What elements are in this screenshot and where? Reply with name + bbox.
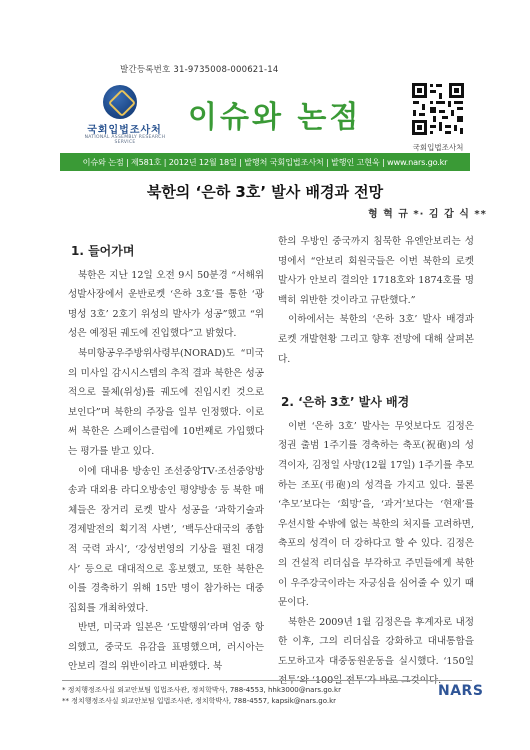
authors: 형 혁 규 *· 김 갑 식 ** (368, 209, 487, 220)
paragraph: 이하에서는 북한의 ‘은하 3호’ 발사 배경과 로켓 개발현황 그리고 향후 전망에 대해 살펴본다. (278, 314, 474, 365)
nars-logo (75, 85, 170, 145)
section-heading-intro: 1. 들어가며 (71, 244, 135, 258)
paragraph: 이에 대내용 방송인 조선중앙TV·조선중앙방송과 대외용 라디오방송인 평양방송 등 북한 매체들은 장거리 로켓 발사 성공을 ‘과학기술과 경제발전의 획기적 사변’, ‘백두산대국의 종합적 국력 과시’, ‘강성번영의 기상을 펼친 대경사’ 등으로 대대적으로 홍보했고, 또한 북한은 이를 경축하기 위해 15만 명이 참가하는 대중집회를 개최하였다. (68, 465, 264, 614)
publication-info-bar: 이슈와 논점 | 제581호 | 2012년 12월 18일 | 발행처 국회입법조사처 | 발행인 고현욱 | www.nars.go.kr (60, 153, 470, 171)
paragraph: 북한은 2009년 1월 김정은을 후계자로 내정한 이후, 그의 리더십을 강화하고 대내통합을 도모하고자 대중동원운동을 실시했다. ‘150일 전투’와 ‘100일 전투’가 바로 그것이다. (278, 616, 474, 687)
document-title: 북한의 ‘은하 3호’ 발사 배경과 전망 (146, 183, 384, 201)
paragraph: 북한은 지난 12일 오전 9시 50분경 “서해위성발사장에서 운반로켓 ‘은하 3호’를 통한 ‘광명성 3호’ 2호기 위성의 발사가 성공”했고 “위성은 예정된 궤도에 진입했다”고 밝혔다. (68, 269, 264, 340)
right-column (278, 232, 474, 691)
emblem-icon (103, 85, 137, 119)
logo-text: 국회입법조사처 (87, 125, 162, 136)
qr-caption: 국회입법조사처 (412, 143, 464, 152)
paragraph: 한의 우방인 중국까지 침묵한 유엔안보리는 성명에서 “안보리 회원국들은 이번 북한의 로켓 발사가 안보리 결의안 1718호와 1874호를 명백히 위반한 것이라고 규탄했다.” (278, 236, 474, 306)
footnote-2: ** 정치행정조사실 외교안보팀 입법조사관, 정치학박사, 788-4557, kapsik@nars.go.kr (62, 697, 337, 705)
registration-number: 발간등록번호 31-9735008-000621-14 (120, 65, 279, 75)
section-heading-background: 2. ‘은하 3호’ 발사 배경 (281, 395, 410, 410)
paragraph: 북미항공우주방위사령부(NORAD)도 “미국의 미사일 감시시스템의 추적 결과 북한은 성공적으로 물체(위성)를 궤도에 진입시킨 것으로 보인다”며 북한의 주장을 일부 인정했다. 이로써 북한은 스페이스클럽에 10번째로 가입했다는 평가를 받고 있다. (68, 347, 264, 457)
qr-code-icon (410, 81, 466, 137)
footnote-divider (62, 680, 472, 681)
paragraph: 반면, 미국과 일본은 ‘도발행위’라며 엄중 항의했고, 중국도 유감을 표명했으며, 러시아는 안보리 결의 위반이라고 비판했다. 북 (68, 622, 264, 673)
footnote-1: * 정치행정조사실 외교안보팀 입법조사관, 정치학박사, 788-4553, hhk3000@nars.go.kr (62, 686, 341, 694)
publication-title: 이슈와 논점 (188, 100, 362, 135)
paragraph: 이번 ‘은하 3호’ 발사는 무엇보다도 김정은 정권 출범 1주기를 경축하는 축포(祝砲)의 성격이자, 김정일 사망(12월 17일) 1주기를 추모하는 조포(弔砲)의 성격을 가지고 있다. 물론 ‘추모’보다는 ‘희망’을, ‘과거’보다는 ‘현재’를 우선시할 수밖에 없는 북한의 처지를 고려하면, 축포의 성격이 더 강하다고 할 수 있다. 김정은의 건설적 리더십을 부각하고 주민들에게 북한이 우주강국이라는 자긍심을 심어줄 수 있기 때문이다. (278, 420, 474, 609)
nars-footer-logo: NARS (438, 683, 484, 699)
left-column (68, 232, 264, 677)
logo-subtext: NATIONAL ASSEMBLY RESEARCH SERVICE (84, 135, 166, 145)
